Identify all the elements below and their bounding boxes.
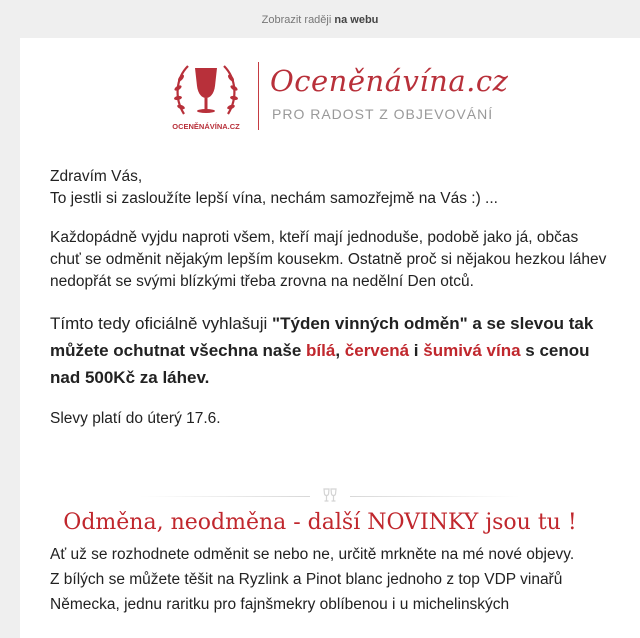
promo-event-name: "Týden vinných odměn" [272,314,468,333]
section-line-2: Z bílých se můžete těšit na Ryzlink a Pinot blanc jednoho z top VDP vinařů [50,571,563,588]
link-red-wines[interactable]: červená [344,341,410,360]
promo-lead: Tímto tedy oficiálně vyhlašuji [50,314,273,333]
brand-tagline: PRO RADOST Z OBJEVOVÁNÍ [272,106,494,122]
greeting-block [50,166,610,210]
section-line-3: Německa, jednu raritku pro fajnšmekry oblíbenou i u michelinských [50,596,510,613]
paragraph-reward: Každopádně vyjdu naproti všem, kteří mají jednoduše, podobě jako já, občas chuť se odměnit nějakým lepším kousekm. Ostatně proč si nějakou hezkou láhev nedopřát se svými blízkými třeba zrovna na nedělní Den otců. [50,229,607,290]
section-body [50,542,620,617]
section-headline: Odměna, neodměna - další NOVINKY jsou tu ! [63,510,577,535]
promo-end: s cenou nad 500Kč za láhev. [50,341,590,387]
section-line-1: Ať už se rozhodnete odměnit se nebo ne, určitě mrkněte na mé nové objevy. [50,546,575,563]
link-sparkling-wines[interactable]: šumivá vína [423,341,521,360]
greeting: Zdravím Vás, [50,168,143,185]
view-online-link[interactable]: na webu [334,14,379,26]
divider-line-right [350,496,520,497]
promo-and: i [409,341,424,360]
wine-glasses-icon [322,486,338,506]
promo-comma: , [335,341,345,360]
logo-badge-text: OCENĚNÁVÍNA.CZ [172,122,240,131]
section-divider [140,486,520,506]
validity-note: Slevy platí do úterý 17.6. [50,410,221,427]
brand-logo[interactable] [170,56,509,138]
link-white-wines[interactable]: bílá [306,341,336,360]
promo-mid: a se slevou tak můžete ochutnat všechna naše [50,314,594,360]
promo-paragraph [50,310,610,391]
email-body [50,166,610,447]
wine-glass-laurel-icon [170,56,242,138]
view-online-prefix: Zobrazit raději [261,14,332,26]
logo-divider [258,62,259,130]
view-online-bar [0,0,640,38]
brand-name: Oceněnávína.cz [270,64,509,98]
email-card [20,38,640,638]
intro-text: To jestli si zasloužíte lepší vína, nechám samozřejmě na Vás :) ... [50,190,498,207]
divider-line-left [140,496,310,497]
